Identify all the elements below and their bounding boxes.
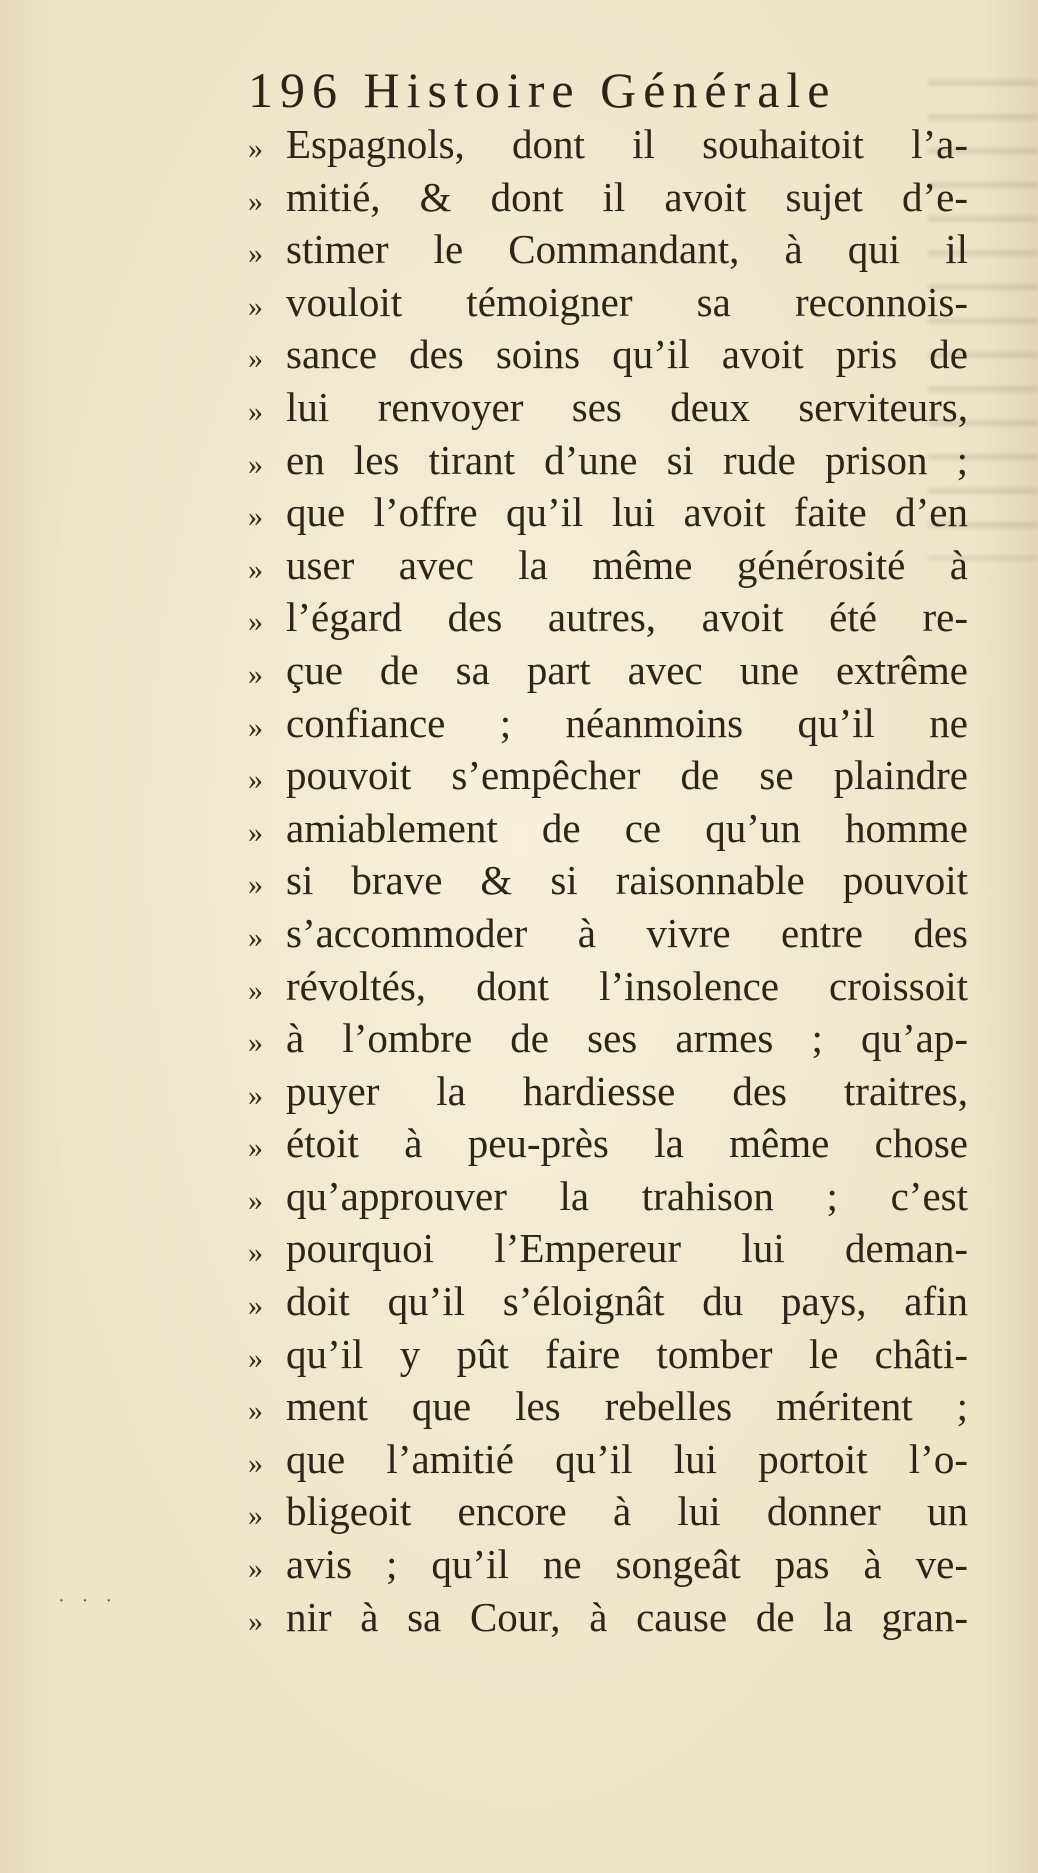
running-head: 196 Histoire Générale (248, 62, 837, 118)
line-text: doit qu’il s’éloignât du pays, afin (286, 1278, 968, 1325)
line-text: l’égard des autres, avoit été re- (286, 594, 968, 641)
quote-mark: » (248, 500, 263, 534)
text-line (248, 697, 968, 750)
text-line (248, 1485, 968, 1538)
text-line (248, 1380, 968, 1433)
line-text: bligeoit encore à lui donner un (286, 1488, 968, 1535)
quote-mark: » (248, 815, 263, 849)
line-text: sance des soins qu’il avoit pris de (286, 331, 968, 378)
quote-mark: » (248, 1604, 263, 1638)
line-text: en les tirant d’une si rude prison ; (286, 436, 968, 483)
text-line (248, 118, 968, 171)
body-text (248, 118, 968, 1643)
quote-mark: » (248, 710, 263, 744)
line-text: étoit à peu-près la même chose (286, 1120, 968, 1167)
quote-mark: » (248, 1446, 263, 1480)
line-text: si brave & si raisonnable pouvoit (286, 857, 968, 904)
line-text: çue de sa part avec une extrême (286, 646, 968, 693)
text-line (248, 960, 968, 1013)
text-line (248, 802, 968, 855)
text-line (248, 1065, 968, 1118)
line-text: s’accommoder à vivre entre des (286, 909, 968, 956)
quote-mark: » (248, 237, 263, 271)
line-text: qu’approuver la trahison ; c’est (286, 1172, 968, 1219)
line-text: que l’amitié qu’il lui portoit l’o- (286, 1435, 968, 1482)
text-line (248, 223, 968, 276)
text-line (248, 434, 968, 487)
quote-mark: » (248, 1183, 263, 1217)
line-text: puyer la hardiesse des traitres, (286, 1067, 968, 1114)
line-text: pourquoi l’Empereur lui deman- (286, 1225, 968, 1272)
line-text: lui renvoyer ses deux serviteurs, (286, 383, 968, 430)
quote-mark: » (248, 1552, 263, 1586)
quote-mark: » (248, 1026, 263, 1060)
text-line (248, 1012, 968, 1065)
line-text: nir à sa Cour, à cause de la gran- (286, 1593, 968, 1640)
line-text: user avec la même générosité à (286, 541, 968, 588)
paper-specks: · · · (58, 1590, 118, 1612)
quote-mark: » (248, 763, 263, 797)
quote-mark: » (248, 184, 263, 218)
quote-mark: » (248, 1078, 263, 1112)
line-text: pouvoit s’empêcher de se plaindre (286, 752, 968, 799)
quote-mark: » (248, 1499, 263, 1533)
text-line (248, 539, 968, 592)
quote-mark: » (248, 920, 263, 954)
quote-mark: » (248, 552, 263, 586)
text-line (248, 1328, 968, 1381)
text-line (248, 1117, 968, 1170)
quote-mark: » (248, 447, 263, 481)
text-line (248, 1275, 968, 1328)
line-text: que l’offre qu’il lui avoit faite d’en (286, 489, 968, 536)
text-line (248, 328, 968, 381)
line-text: avis ; qu’il ne songeât pas à ve- (286, 1541, 968, 1588)
line-text: révoltés, dont l’insolence croissoit (286, 962, 968, 1009)
quote-mark: » (248, 394, 263, 428)
text-line (248, 1170, 968, 1223)
quote-mark: » (248, 1394, 263, 1428)
quote-mark: » (248, 605, 263, 639)
line-text: vouloit témoigner sa reconnois- (286, 278, 968, 325)
text-line (248, 644, 968, 697)
line-text: amiablement de ce qu’un homme (286, 804, 968, 851)
text-line (248, 171, 968, 224)
line-text: qu’il y pût faire tomber le châti- (286, 1330, 968, 1377)
quote-mark: » (248, 1131, 263, 1165)
line-text: confiance ; néanmoins qu’il ne (286, 699, 968, 746)
quote-mark: » (248, 289, 263, 323)
text-line (248, 854, 968, 907)
text-line (248, 381, 968, 434)
quote-mark: » (248, 1341, 263, 1375)
quote-mark: » (248, 1236, 263, 1270)
text-line (248, 749, 968, 802)
text-line (248, 1538, 968, 1591)
line-text: mitié, & dont il avoit sujet d’e- (286, 173, 968, 220)
text-line (248, 1433, 968, 1486)
text-line (248, 1222, 968, 1275)
quote-mark: » (248, 132, 263, 165)
text-line (248, 276, 968, 329)
text-line (248, 591, 968, 644)
quote-mark: » (248, 1289, 263, 1323)
line-text: à l’ombre de ses armes ; qu’ap- (286, 1015, 968, 1062)
text-line (248, 907, 968, 960)
line-text: Espagnols, dont il souhaitoit l’a- (286, 121, 968, 167)
line-text: stimer le Commandant, à qui il (286, 226, 968, 273)
quote-mark: » (248, 868, 263, 902)
quote-mark: » (248, 973, 263, 1007)
quote-mark: » (248, 657, 263, 691)
line-text: ment que les rebelles méritent ; (286, 1383, 968, 1430)
text-line (248, 486, 968, 539)
quote-mark: » (248, 342, 263, 376)
text-line (248, 1591, 968, 1644)
